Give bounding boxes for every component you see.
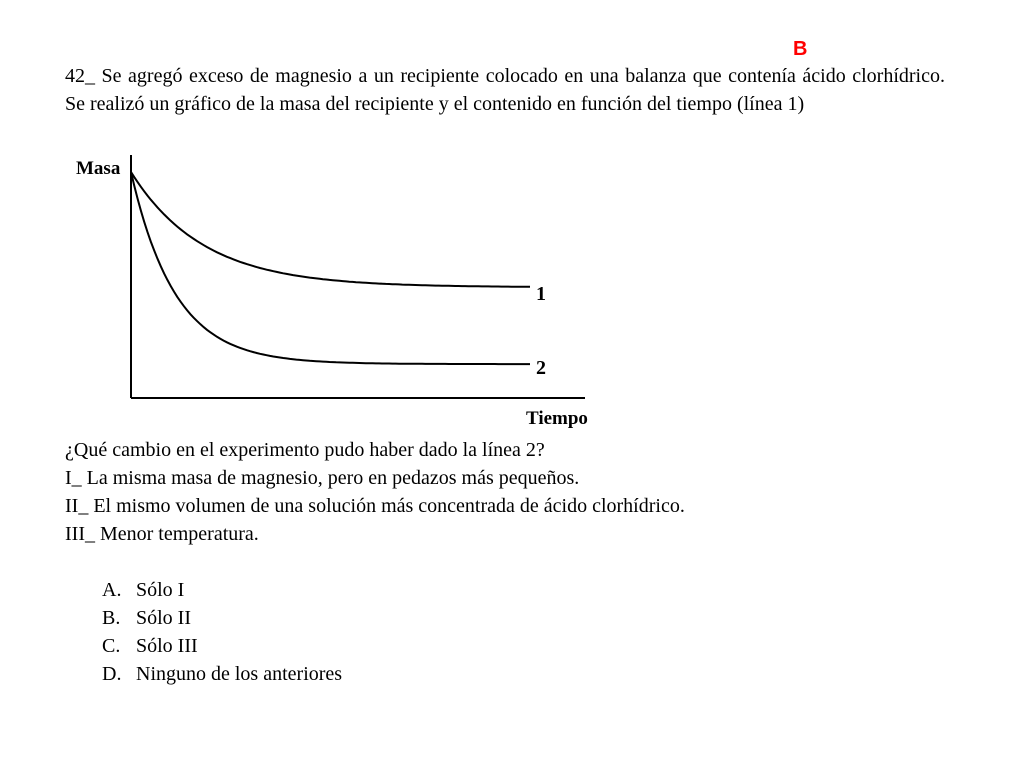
prompt-block [65,436,685,548]
statement-i: I_ La misma masa de magnesio, pero en pedazos más pequeños. [65,467,580,489]
option-letter: A. [102,579,122,601]
mass-time-chart [70,150,610,435]
statement-ii: II_ El mismo volumen de una solución más concentrada de ácido clorhídrico. [65,495,685,517]
answer-options [102,576,342,688]
option-text: Ninguno de los anteriores [136,663,343,685]
option-letter: B. [102,607,121,629]
option-letter: C. [102,635,121,657]
option-b[interactable] [102,604,342,632]
answer-key-mark: B [793,38,808,60]
option-letter: D. [102,663,122,685]
x-axis-label: Tiempo [526,408,588,429]
series-2-label: 2 [536,357,546,379]
statement-iii: III_ Menor temperatura. [65,523,259,545]
series-2-line [131,172,530,364]
y-axis-label: Masa [76,158,121,179]
prompt-question: ¿Qué cambio en el experimento pudo haber dado la línea 2? [65,439,545,461]
series-1-line [131,172,530,287]
option-c[interactable] [102,632,342,660]
series-1-label: 1 [536,283,546,305]
option-text: Sólo II [136,607,191,629]
option-d[interactable] [102,660,342,688]
option-text: Sólo III [136,635,198,657]
option-a[interactable] [102,576,342,604]
question-text: 42_ Se agregó exceso de magnesio a un recipiente colocado en una balanza que contenía ácido clorhídrico. Se realizó un gráfico de la masa del recipiente y el contenido en función del tiempo (línea 1) [65,65,945,115]
option-text: Sólo I [136,579,185,601]
